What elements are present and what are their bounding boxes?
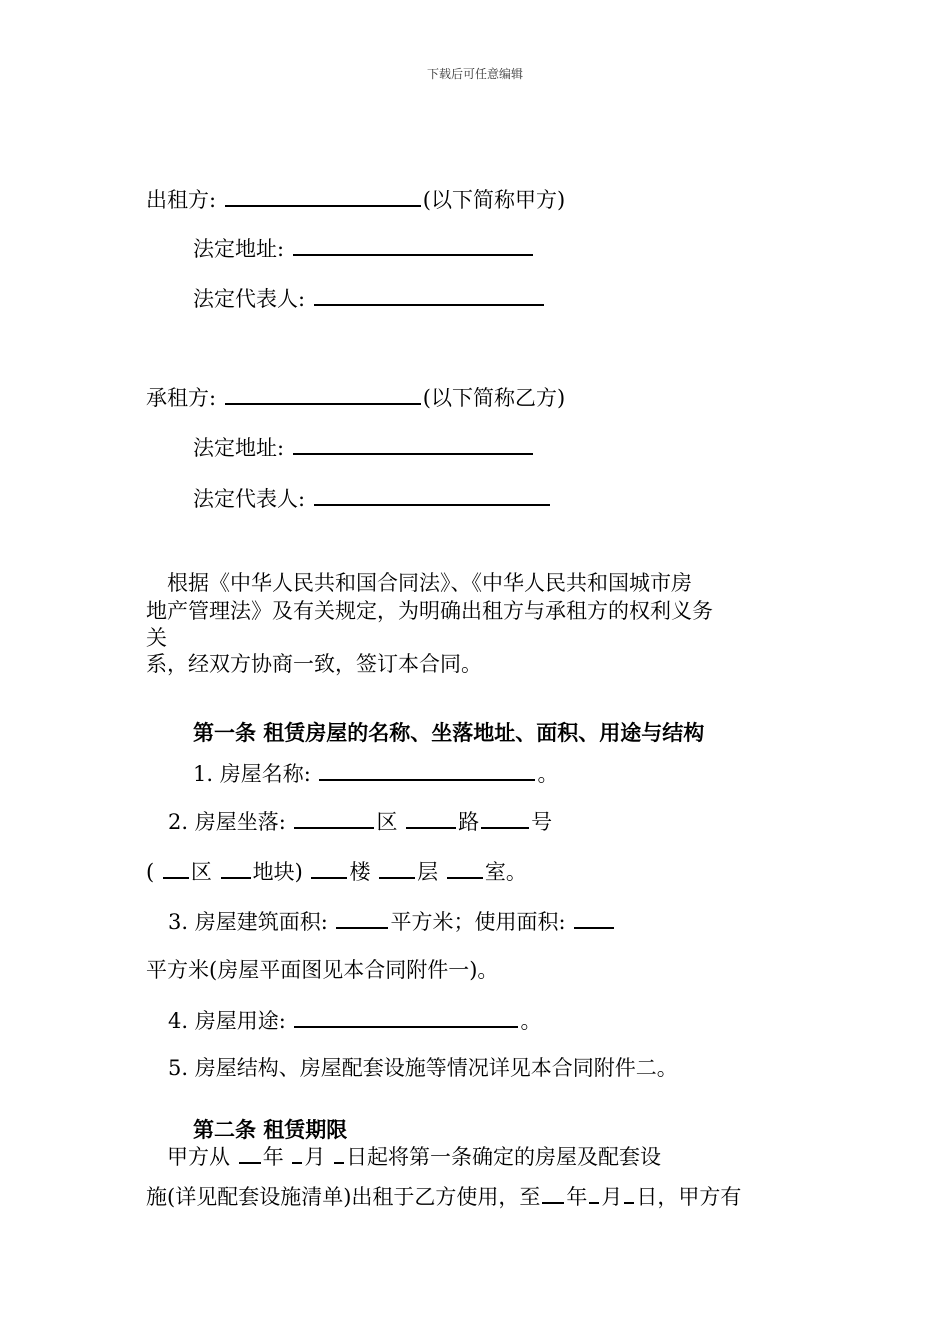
lessor-line bbox=[146, 183, 565, 215]
article2-line1 bbox=[146, 1140, 661, 1172]
article2-p2-b: 年 bbox=[566, 1185, 588, 1209]
article1-item5: 5. 房屋结构、房屋配套设施等情况详见本合同附件二。 bbox=[168, 1056, 678, 1080]
house-name-blank bbox=[319, 757, 535, 781]
article2-p2-a: 施(详见配套设施清单)出租于乙方使用，至 bbox=[146, 1185, 541, 1209]
article2-title: 第二条 租赁期限 bbox=[193, 1117, 348, 1142]
item4-label: 4. 房屋用途: bbox=[168, 1009, 286, 1033]
item2-no: 号 bbox=[531, 810, 553, 834]
item4-end: 。 bbox=[520, 1009, 542, 1033]
item2b-open: ( bbox=[146, 860, 155, 884]
lessor-rep-blank bbox=[314, 282, 544, 306]
intro-paragraph bbox=[146, 566, 816, 692]
item1-end: 。 bbox=[537, 762, 559, 786]
lessee-suffix: (以下简称乙方) bbox=[422, 386, 566, 410]
article2-p2-c: 月 bbox=[601, 1185, 623, 1209]
lessor-label: 出租方: bbox=[146, 188, 217, 212]
article1-item2 bbox=[168, 805, 552, 837]
article1-item1 bbox=[193, 757, 558, 789]
district-blank bbox=[294, 805, 374, 829]
item3-label: 3. 房屋建筑面积: bbox=[168, 910, 328, 934]
lessor-address-label: 法定地址: bbox=[193, 237, 285, 261]
lessee-address-line bbox=[193, 431, 535, 463]
start-month-blank bbox=[292, 1140, 302, 1164]
lessor-rep-line bbox=[193, 282, 546, 314]
page-header-note: 下载后可任意编辑 bbox=[426, 67, 523, 81]
usable-area-blank bbox=[574, 905, 614, 929]
item2-label: 2. 房屋坐落: bbox=[168, 810, 286, 834]
lessor-rep-label: 法定代表人: bbox=[193, 287, 306, 311]
lessor-suffix: (以下简称甲方) bbox=[422, 188, 566, 212]
end-day-blank bbox=[624, 1180, 634, 1204]
item2b-floor: 层 bbox=[417, 860, 439, 884]
house-use-blank bbox=[294, 1004, 518, 1028]
lessee-name-blank bbox=[225, 381, 421, 405]
article1-item4 bbox=[168, 1004, 541, 1036]
article1-item3 bbox=[168, 905, 616, 937]
sub-district-blank bbox=[163, 855, 189, 879]
article1-item3-continued: 平方米(房屋平面图见本合同附件一)。 bbox=[146, 958, 499, 982]
end-month-blank bbox=[589, 1180, 599, 1204]
lessor-name-blank bbox=[225, 183, 421, 207]
room-blank bbox=[447, 855, 483, 879]
lessee-line bbox=[146, 381, 565, 413]
intro-line-4: 系，经双方协商一致，签订本合同。 bbox=[146, 652, 482, 676]
article2-p1-a: 甲方从 bbox=[146, 1145, 230, 1169]
start-day-blank bbox=[334, 1140, 344, 1164]
lessee-rep-blank bbox=[314, 482, 550, 506]
article1-item2-detail bbox=[146, 855, 527, 887]
article1-title: 第一条 租赁房屋的名称、坐落地址、面积、用途与结构 bbox=[193, 720, 705, 745]
article2-line2 bbox=[146, 1180, 741, 1212]
intro-line-1: 根据《中华人民共和国合同法》、《中华人民共和国城市房 bbox=[146, 571, 692, 595]
item1-label: 1. 房屋名称: bbox=[193, 762, 311, 786]
floor-blank bbox=[379, 855, 415, 879]
end-year-blank bbox=[542, 1180, 564, 1204]
lessee-address-blank bbox=[293, 431, 533, 455]
lessor-address-blank bbox=[293, 232, 533, 256]
number-blank bbox=[481, 805, 529, 829]
article2-p1-d: 日起将第一条确定的房屋及配套设 bbox=[346, 1145, 662, 1169]
start-year-blank bbox=[239, 1140, 261, 1164]
road-blank bbox=[406, 805, 456, 829]
item2-district: 区 bbox=[376, 810, 398, 834]
item2b-room: 室。 bbox=[484, 860, 527, 884]
lessor-address-line bbox=[193, 232, 535, 264]
building-blank bbox=[311, 855, 347, 879]
lessee-label: 承租方: bbox=[146, 386, 217, 410]
item2-road: 路 bbox=[458, 810, 480, 834]
intro-line-2: 地产管理法》及有关规定，为明确出租方与承租方的权利义务 bbox=[146, 599, 713, 623]
item2b-plot: 地块) bbox=[252, 860, 303, 884]
item2b-building: 楼 bbox=[349, 860, 371, 884]
article2-p1-c: 月 bbox=[304, 1145, 326, 1169]
article2-p2-d: 日，甲方有 bbox=[636, 1185, 742, 1209]
item2b-district: 区 bbox=[190, 860, 212, 884]
lessee-rep-line bbox=[193, 482, 552, 514]
article2-p1-b: 年 bbox=[262, 1145, 284, 1169]
intro-line-3: 关 bbox=[146, 626, 167, 650]
building-area-blank bbox=[336, 905, 388, 929]
lessee-rep-label: 法定代表人: bbox=[193, 487, 306, 511]
lessee-address-label: 法定地址: bbox=[193, 436, 285, 460]
item3-unit: 平方米；使用面积: bbox=[390, 910, 566, 934]
plot-blank bbox=[221, 855, 251, 879]
